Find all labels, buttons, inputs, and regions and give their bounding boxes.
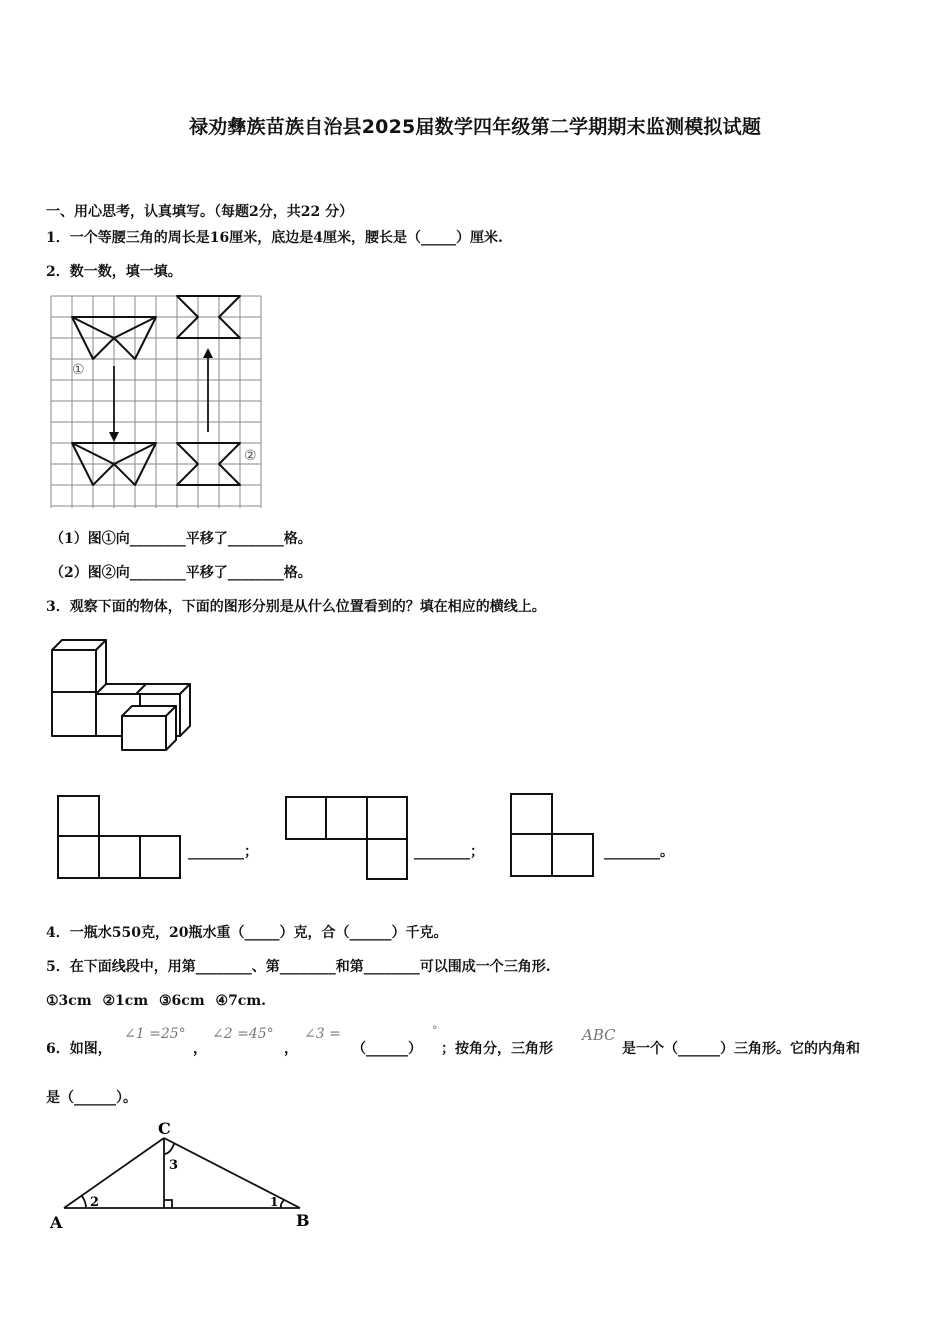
question-3-blank-2: ________； [414, 844, 484, 860]
view-2-figure [284, 795, 410, 883]
q6-angle-classification: ；按角分，三角形 [441, 1041, 553, 1057]
view-1-figure [56, 794, 182, 882]
question-3: 3．观察下面的物体，下面的图形分别是从什么位置看到的？填在相应的横线上。 [46, 599, 546, 615]
question-2-part-1: （1）图①向________平移了________格。 [50, 531, 312, 547]
question-2-part-2: （2）图②向________平移了________格。 [50, 565, 312, 581]
angle-1-label: 1 [270, 1195, 279, 1209]
question-4: 4．一瓶水550克，20瓶水重（_____）克，合（______）千克。 [46, 925, 448, 941]
cube-stack-figure [44, 636, 199, 756]
question-6-line-2: 是（______）。 [46, 1090, 137, 1106]
question-5: 5．在下面线段中，用第________、第________和第________可以围成一个三角形. [46, 959, 551, 975]
angle-1-value: ∠1 =25° [124, 1026, 186, 1042]
question-1: 1．一个等腰三角的周长是16厘米，底边是4厘米，腰长是（_____）厘米. [46, 230, 503, 246]
question-3-blank-1: ________； [188, 844, 258, 860]
q6-angle-3-blank: （______） [352, 1041, 422, 1057]
vertex-b-label: B [296, 1211, 310, 1230]
triangle-abc-figure [46, 1118, 326, 1234]
question-6-lead: 6．如图， [46, 1041, 112, 1057]
angle-2-value: ∠2 =45° [212, 1026, 274, 1042]
q6-triangle-type: 是一个（______）三角形。它的内角和 [622, 1041, 860, 1057]
question-5-options: ①3cm ②1cm ③6cm ④7cm. [46, 993, 267, 1009]
figure-2-label: ② [244, 448, 257, 464]
question-3-blank-3: ________。 [604, 844, 674, 860]
q6-degree-sign: ° [432, 1024, 438, 1037]
page-title: 禄劝彝族苗族自治县2025届数学四年级第二学期期末监测模拟试题 [188, 116, 762, 138]
vertex-c-label: C [158, 1119, 171, 1138]
question-2: 2．数一数，填一填。 [46, 264, 182, 280]
angle-3-marker: 3 [169, 1158, 179, 1173]
view-3-figure [509, 792, 597, 880]
angle-2-label: 2 [90, 1195, 100, 1210]
q6-comma-1: ， [193, 1041, 207, 1057]
vertex-a-label: A [50, 1213, 63, 1232]
translation-grid-figure [48, 294, 264, 510]
triangle-abc-label: ABC [582, 1026, 616, 1044]
angle-3-label: ∠3 = [304, 1026, 341, 1042]
figure-1-label: ① [72, 362, 85, 378]
q6-comma-2: ， [284, 1041, 298, 1057]
section-heading: 一、用心思考，认真填写。（每题2分，共22 分） [46, 204, 354, 220]
